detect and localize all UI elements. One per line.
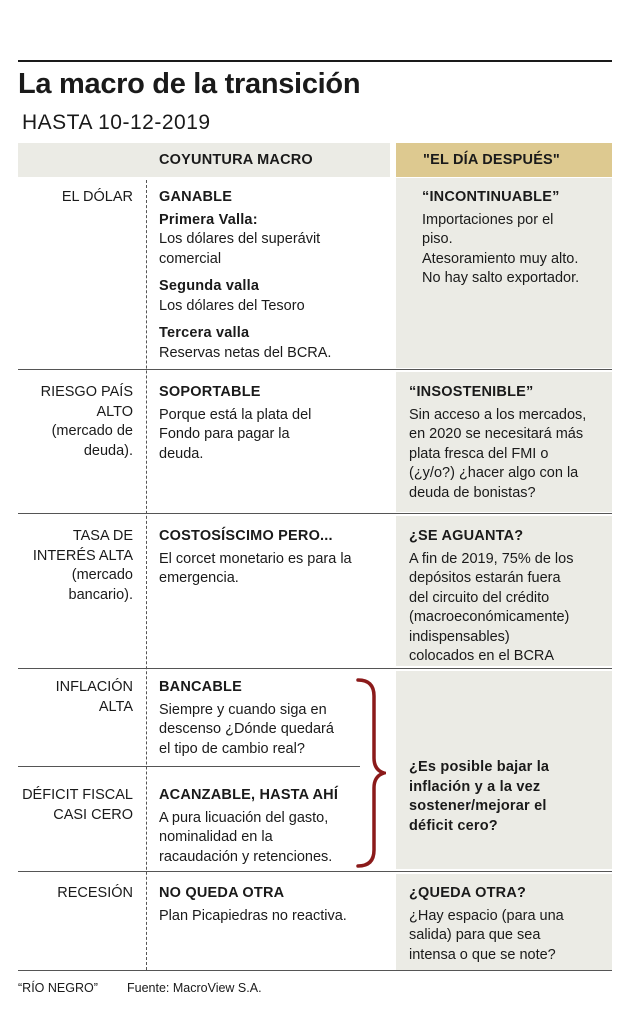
cell-right-tasa (409, 527, 609, 667)
row-label-deficit: DÉFICIT FISCAL CASI CERO (22, 787, 133, 823)
valla-1-text: Los dólares del superávit comercial (159, 231, 321, 267)
valla-3-text: Reservas netas del BCRA. (159, 344, 332, 361)
cell-title: SOPORTABLE (159, 384, 261, 400)
cell-right-dolar (422, 188, 622, 289)
cell-deficit (159, 786, 387, 867)
cell-right-title: “INSOSTENIBLE” (409, 384, 534, 400)
cell-right-riesgo (409, 383, 609, 503)
cell-right-combined: ¿Es posible bajar la inflación y a la vez sostener/mejorar el déficit cero? (409, 759, 550, 834)
cell-title: BANCABLE (159, 679, 242, 695)
page-title: La macro de la transición (18, 68, 361, 100)
valla-3-title: Tercera valla (159, 325, 250, 341)
cell-right-title: ¿SE AGUANTA? (409, 528, 524, 544)
row-divider-short (18, 766, 360, 767)
valla-2-title: Segunda valla (159, 278, 260, 294)
cell-right-title: “INCONTINUABLE” (422, 189, 560, 205)
bottom-rule (18, 970, 612, 971)
cell-right-text: A fin de 2019, 75% de los depósitos estarán fuera del circuito del crédito (macroeconómicamente) indispensables) colocados en el BCRA (409, 550, 574, 664)
footer-source: Fuente: MacroView S.A. (127, 981, 262, 995)
valla-2-text: Los dólares del Tesoro (159, 297, 305, 314)
row-label-dolar: EL DÓLAR (61, 189, 133, 205)
header-coyuntura: COYUNTURA MACRO (159, 152, 313, 168)
cell-text: Porque está la plata del Fondo para pagar la deuda. (159, 406, 312, 462)
cell-text: A pura licuación del gasto, nominalidad en la racaudación y retenciones. (159, 809, 333, 865)
row-label-tasa: TASA DE INTERÉS ALTA (mercado bancario). (32, 528, 133, 603)
cell-text: Plan Picapiedras no reactiva. (159, 907, 347, 924)
header-dia-despues: "EL DÍA DESPUÉS" (423, 152, 561, 168)
page-subtitle: HASTA 10-12-2019 (22, 111, 211, 134)
cell-title: GANABLE (159, 189, 233, 205)
cell-right-text: ¿Hay espacio (para una salida) para que sea intensa o que se note? (409, 907, 564, 963)
cell-title: COSTOSÍSCIMO PERO... (159, 528, 333, 544)
cell-tasa (159, 527, 387, 589)
row-divider (18, 871, 612, 872)
cell-right-text: Importaciones por el piso. Atesoramiento muy alto. No hay salto exportador. (422, 211, 580, 286)
row-divider (18, 668, 612, 669)
row-divider (18, 513, 612, 514)
row-label-inflacion: INFLACIÓN ALTA (55, 679, 133, 715)
cell-right-recesion (409, 884, 609, 965)
column-divider (146, 180, 147, 970)
cell-text: Siempre y cuando siga en descenso ¿Dónde quedará el tipo de cambio real? (159, 701, 334, 757)
cell-title: ACANZABLE, HASTA AHÍ (159, 787, 339, 803)
cell-text: El corcet monetario es para la emergencia. (159, 550, 352, 586)
row-label-riesgo: RIESGO PAÍS ALTO (mercado de deuda). (40, 384, 133, 459)
footer-outlet: “RÍO NEGRO” (18, 981, 98, 995)
cell-right-text: Sin acceso a los mercados, en 2020 se necesitará más plata fresca del FMI o (¿y/o?) ¿hacer algo con la deuda de bonistas? (409, 406, 587, 501)
valla-1-title: Primera Valla: (159, 211, 258, 228)
top-rule (18, 60, 612, 62)
cell-riesgo (159, 383, 387, 464)
bracket-icon (356, 678, 386, 868)
cell-dolar (159, 188, 387, 363)
cell-recesion (159, 884, 387, 926)
cell-title: NO QUEDA OTRA (159, 885, 285, 901)
row-divider (18, 369, 612, 370)
cell-inflacion (159, 678, 387, 759)
cell-right-title: ¿QUEDA OTRA? (409, 885, 527, 901)
row-label-recesion: RECESIÓN (57, 885, 133, 901)
